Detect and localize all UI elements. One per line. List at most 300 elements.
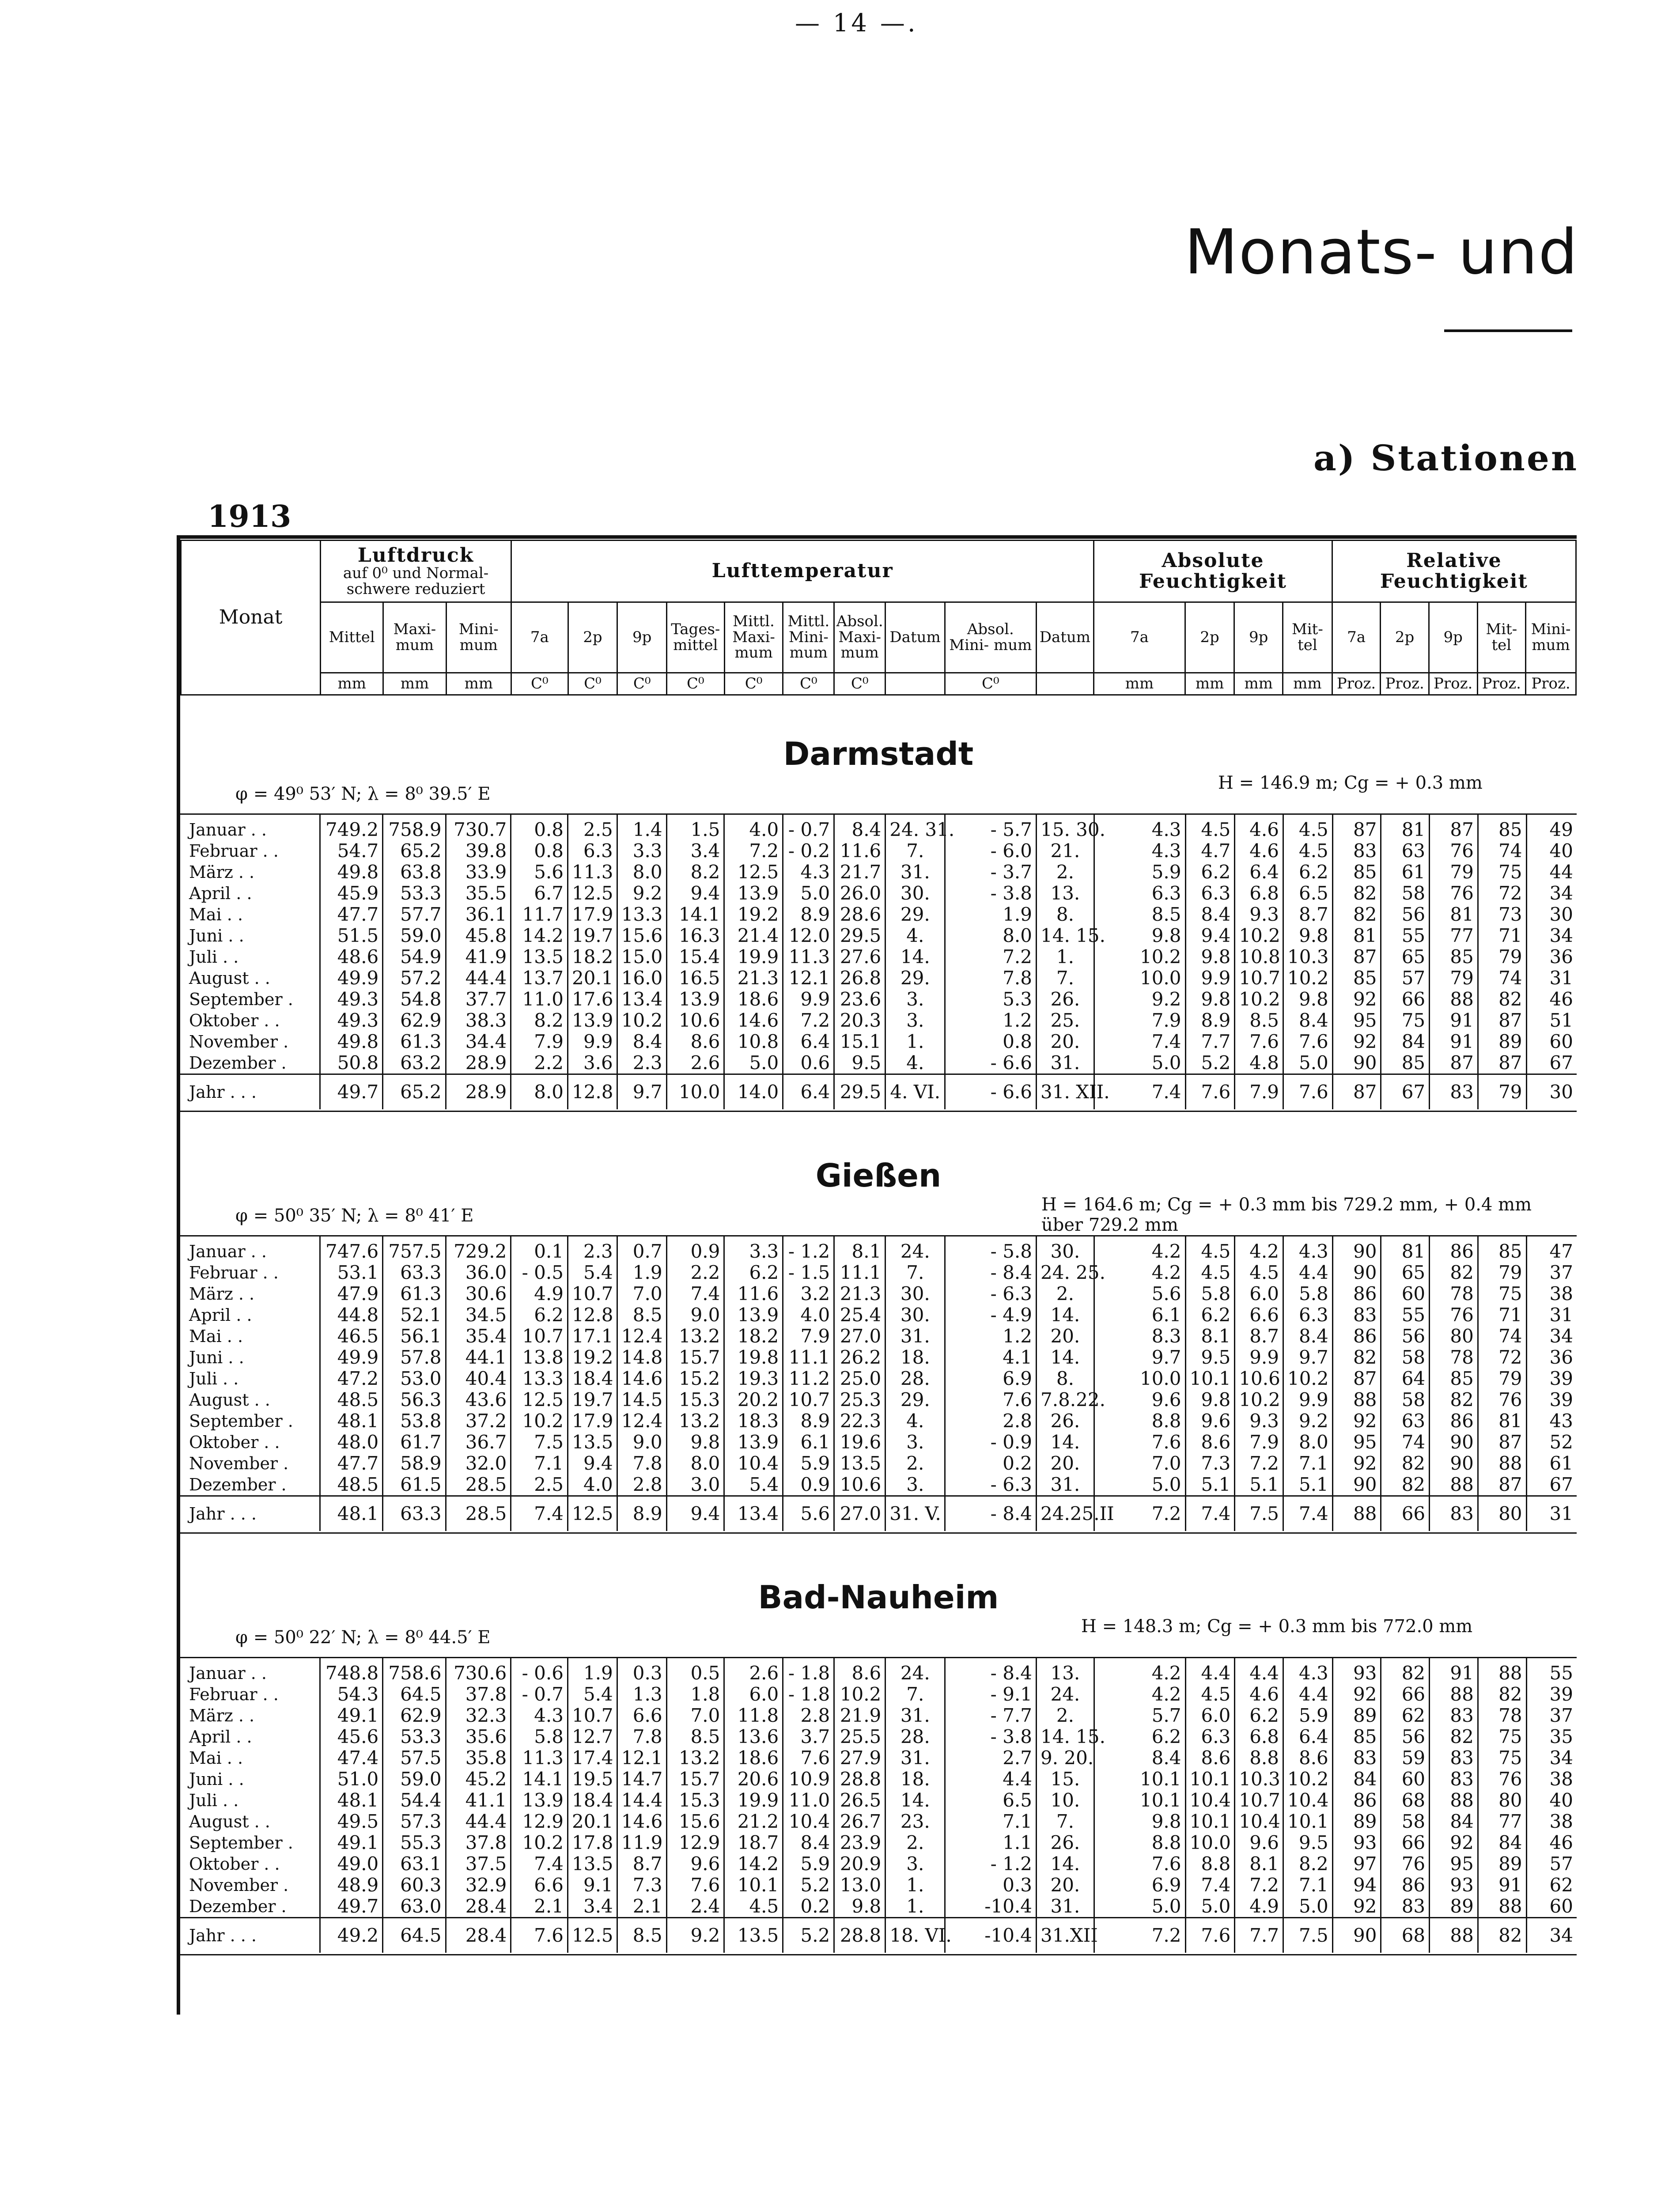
table-cell: 53.8 — [383, 1410, 446, 1432]
table-cell: 9.9 — [1235, 1347, 1283, 1368]
table-cell: 13.3 — [511, 1368, 568, 1389]
table-cell: 92 — [1332, 1453, 1381, 1474]
table-cell: 10.2 — [1094, 946, 1185, 968]
table-cell: 13.9 — [724, 883, 783, 904]
table-cell: 3.4 — [568, 1896, 617, 1918]
table-cell: 14.5 — [617, 1389, 666, 1410]
table-cell: 88 — [1430, 1918, 1478, 1953]
unit-cell: mm — [1234, 673, 1283, 695]
table-cell: 18.3 — [724, 1410, 783, 1432]
table-cell: 1. — [885, 1031, 945, 1052]
table-cell: 9.6 — [1235, 1832, 1283, 1853]
unit-cell: mm — [1185, 673, 1234, 695]
table-cell: 83 — [1430, 1074, 1478, 1110]
table-cell: 71 — [1478, 925, 1526, 946]
table-cell: 74 — [1478, 968, 1526, 989]
table-cell: 50.8 — [320, 1052, 382, 1074]
table-cell: 79 — [1478, 1262, 1526, 1283]
table-cell: 30. — [885, 1283, 945, 1304]
table-cell: 11.3 — [568, 862, 617, 883]
table-row — [180, 1262, 1577, 1283]
table-row — [180, 862, 1577, 883]
table-cell: 9.2 — [1094, 989, 1185, 1010]
table-cell: 95 — [1332, 1010, 1381, 1031]
month-label: September . — [189, 1833, 293, 1853]
table-cell: 10.1 — [1185, 1368, 1235, 1389]
table-cell: 5.4 — [724, 1474, 783, 1496]
table-cell: 18. — [885, 1347, 945, 1368]
table-cell: 11.6 — [834, 840, 885, 862]
table-cell: 8.7 — [1283, 904, 1332, 925]
table-cell: 6.3 — [1283, 1304, 1332, 1326]
table-cell: 7.6 — [1185, 1918, 1235, 1953]
table-cell: 6.0 — [1185, 1705, 1235, 1726]
table-cell: 8.6 — [1283, 1747, 1332, 1769]
table-cell: 7.2 — [1094, 1918, 1185, 1953]
table-cell: 7.4 — [1185, 1875, 1235, 1896]
table-cell: 15.7 — [666, 1347, 724, 1368]
table-cell: - 6.3 — [945, 1283, 1037, 1304]
table-cell: 45.9 — [320, 883, 382, 904]
table-cell: 8.4 — [1283, 1010, 1332, 1031]
table-cell: 30. — [885, 1304, 945, 1326]
table-cell: 7.2 — [1235, 1453, 1283, 1474]
table-cell: 26. — [1037, 989, 1094, 1010]
table-cell: 31.XII — [1037, 1918, 1094, 1953]
table-cell: 9.8 — [1094, 925, 1185, 946]
table-cell: 11.3 — [511, 1747, 568, 1769]
table-cell: 3.6 — [568, 1052, 617, 1074]
table-cell: 9.4 — [666, 883, 724, 904]
table-cell: 6.4 — [1283, 1726, 1332, 1747]
table-cell: 7.8 — [617, 1726, 666, 1747]
table-cell: 28.9 — [446, 1074, 511, 1110]
table-cell: 23. — [885, 1811, 945, 1832]
table-cell: 13.9 — [511, 1790, 568, 1811]
table-cell: 8. — [1037, 1368, 1094, 1389]
table-cell: 14. 15. — [1037, 925, 1094, 946]
table-cell: 85 — [1332, 968, 1381, 989]
table-cell: 10.7 — [568, 1705, 617, 1726]
table-cell: 10.9 — [783, 1769, 834, 1790]
table-cell: 15. — [1037, 1769, 1094, 1790]
table-cell: 84 — [1381, 1031, 1430, 1052]
table-row — [180, 989, 1577, 1010]
table-left-rule — [177, 535, 180, 2015]
table-cell: 85 — [1381, 1052, 1430, 1074]
column-header: Mittel — [321, 602, 383, 673]
table-cell: 8.9 — [783, 904, 834, 925]
station-data-table — [180, 1658, 1577, 1953]
table-cell: 0.9 — [783, 1474, 834, 1496]
table-cell: 4.3 — [783, 862, 834, 883]
table-cell: 61.5 — [383, 1474, 446, 1496]
table-cell: 85 — [1478, 815, 1526, 840]
table-cell: 4.3 — [511, 1705, 568, 1726]
table-cell: 10.2 — [511, 1410, 568, 1432]
table-cell: 2.8 — [945, 1410, 1037, 1432]
table-cell: 56 — [1381, 1726, 1430, 1747]
table-cell: 78 — [1478, 1705, 1526, 1726]
table-cell: 10.2 — [834, 1684, 885, 1705]
table-cell: 54.9 — [383, 946, 446, 968]
table-cell: 44.4 — [446, 968, 511, 989]
table-cell: 6.0 — [1235, 1283, 1283, 1304]
table-cell: 13.8 — [511, 1347, 568, 1368]
table-cell: 22.3 — [834, 1410, 885, 1432]
table-cell: 1.9 — [945, 904, 1037, 925]
table-row — [180, 946, 1577, 968]
table-row — [180, 1052, 1577, 1074]
table-cell: 10.2 — [1235, 1389, 1283, 1410]
table-cell: 53.3 — [383, 883, 446, 904]
table-cell: 7. — [885, 1262, 945, 1283]
month-label: Januar . . — [189, 1664, 267, 1683]
table-cell: 61.7 — [383, 1432, 446, 1453]
table-cell: 24. 25. — [1037, 1262, 1094, 1283]
table-cell: 5.0 — [724, 1052, 783, 1074]
table-cell: 31. — [885, 1747, 945, 1769]
table-cell: 7. — [1037, 968, 1094, 989]
table-cell: 10. — [1037, 1790, 1094, 1811]
table-cell: 3.0 — [666, 1474, 724, 1496]
table-cell: 14. — [885, 946, 945, 968]
unit-cell: C⁰ — [617, 673, 667, 695]
table-cell: 2.4 — [666, 1896, 724, 1918]
month-label: November . — [189, 1875, 289, 1895]
table-cell: 7.6 — [1283, 1031, 1332, 1052]
table-cell: 13.9 — [724, 1432, 783, 1453]
table-row — [180, 1474, 1577, 1496]
table-cell: 63.2 — [383, 1052, 446, 1074]
table-cell: 65.2 — [383, 1074, 446, 1110]
table-cell: 49.3 — [320, 989, 382, 1010]
table-cell: 6.3 — [1185, 883, 1235, 904]
table-cell: 8.6 — [666, 1031, 724, 1052]
table-cell: 7. — [885, 840, 945, 862]
table-cell: 9.8 — [1185, 989, 1235, 1010]
table-top-rule — [179, 535, 1577, 539]
table-cell: 9.8 — [1283, 925, 1332, 946]
table-cell: 2.3 — [568, 1236, 617, 1262]
table-cell: 8.1 — [1185, 1326, 1235, 1347]
table-cell: 0.8 — [511, 815, 568, 840]
table-row — [180, 1705, 1577, 1726]
table-cell: - 0.5 — [511, 1262, 568, 1283]
table-cell: 4. — [885, 925, 945, 946]
table-cell: 85 — [1332, 862, 1381, 883]
table-cell: 61 — [1526, 1453, 1577, 1474]
table-cell: 82 — [1332, 883, 1381, 904]
table-cell: 49.1 — [320, 1832, 382, 1853]
table-cell: 4.4 — [1283, 1262, 1332, 1283]
table-cell: 11.9 — [617, 1832, 666, 1853]
table-cell: 10.4 — [1283, 1790, 1332, 1811]
table-cell: 60 — [1381, 1769, 1430, 1790]
table-cell: 7.6 — [1185, 1074, 1235, 1110]
table-cell: 9.8 — [1185, 946, 1235, 968]
table-cell: 8.4 — [1094, 1747, 1185, 1769]
table-cell: 95 — [1430, 1853, 1478, 1875]
table-cell: 39 — [1526, 1368, 1577, 1389]
table-cell: 7.4 — [511, 1853, 568, 1875]
column-header: Absol. Mini- mum — [945, 602, 1037, 673]
table-cell: 90 — [1332, 1918, 1381, 1953]
table-cell: 9. 20. — [1037, 1747, 1094, 1769]
table-row — [180, 1875, 1577, 1896]
table-cell: 87 — [1430, 1052, 1478, 1074]
table-cell: 34.4 — [446, 1031, 511, 1052]
table-cell: 83 — [1332, 840, 1381, 862]
table-cell: 2.1 — [617, 1896, 666, 1918]
table-cell: 57.8 — [383, 1347, 446, 1368]
table-cell: 5.7 — [1094, 1705, 1185, 1726]
table-cell: 37 — [1526, 1262, 1577, 1283]
table-cell: 6.4 — [783, 1074, 834, 1110]
table-cell: 0.7 — [617, 1236, 666, 1262]
table-cell: 28.8 — [834, 1918, 885, 1953]
table-cell: 13.9 — [724, 1304, 783, 1326]
table-cell: 13.5 — [568, 1853, 617, 1875]
table-cell: 19.6 — [834, 1432, 885, 1453]
table-cell: 75 — [1381, 1010, 1430, 1031]
table-cell: 62 — [1381, 1705, 1430, 1726]
unit-cell: C⁰ — [834, 673, 885, 695]
table-cell: 6.1 — [1094, 1304, 1185, 1326]
table-cell: 7.9 — [511, 1031, 568, 1052]
table-cell: 55 — [1526, 1658, 1577, 1684]
table-cell: 20.9 — [834, 1853, 885, 1875]
table-cell: - 0.9 — [945, 1432, 1037, 1453]
table-cell: 44 — [1526, 862, 1577, 883]
table-cell: 5.4 — [568, 1684, 617, 1705]
table-cell: 68 — [1381, 1790, 1430, 1811]
table-cell: 10.4 — [1185, 1790, 1235, 1811]
table-cell: 8.2 — [511, 1010, 568, 1031]
table-cell: 82 — [1381, 1453, 1430, 1474]
table-cell: 3.3 — [724, 1236, 783, 1262]
table-cell: 4.2 — [1235, 1236, 1283, 1262]
table-cell: 1.1 — [945, 1832, 1037, 1853]
table-cell: 3. — [885, 1010, 945, 1031]
month-label: Juni . . — [189, 926, 244, 945]
table-cell: 7.1 — [1283, 1875, 1332, 1896]
table-cell: - 6.3 — [945, 1474, 1037, 1496]
table-cell: 13.5 — [568, 1432, 617, 1453]
table-cell: 8.0 — [945, 925, 1037, 946]
unit-cell: Proz. — [1381, 673, 1429, 695]
column-header: Mittl. Maxi- mum — [724, 602, 783, 673]
table-cell: 49.8 — [320, 862, 382, 883]
table-cell: 84 — [1332, 1769, 1381, 1790]
table-cell: 9.5 — [1283, 1832, 1332, 1853]
month-label: Juni . . — [189, 1348, 244, 1367]
unit-cell: C⁰ — [511, 673, 568, 695]
column-header: Datum — [885, 602, 945, 673]
table-cell: 49.9 — [320, 1347, 382, 1368]
table-cell: 12.9 — [666, 1832, 724, 1853]
table-cell: 14.6 — [724, 1010, 783, 1031]
table-cell: - 1.8 — [783, 1658, 834, 1684]
table-cell: 12.5 — [568, 1918, 617, 1953]
table-cell: 5.8 — [1283, 1283, 1332, 1304]
table-cell: 60 — [1526, 1896, 1577, 1918]
table-cell: 1. — [885, 1875, 945, 1896]
table-cell: 14.8 — [617, 1347, 666, 1368]
table-cell: 4.3 — [1094, 815, 1185, 840]
table-cell: 35.8 — [446, 1747, 511, 1769]
table-cell: 6.6 — [511, 1875, 568, 1896]
table-cell: 35.4 — [446, 1326, 511, 1347]
month-label: April . . — [189, 884, 252, 903]
table-cell: 90 — [1430, 1453, 1478, 1474]
table-cell: 15.6 — [666, 1811, 724, 1832]
table-cell: 6.4 — [1235, 862, 1283, 883]
month-label: Mai . . — [189, 1327, 243, 1346]
table-cell: 10.0 — [666, 1074, 724, 1110]
table-cell: 20. — [1037, 1326, 1094, 1347]
table-cell: 92 — [1332, 1896, 1381, 1918]
unit-cell: mm — [446, 673, 511, 695]
table-cell: 8.7 — [617, 1853, 666, 1875]
table-row — [180, 1304, 1577, 1326]
table-cell: 8.6 — [1185, 1747, 1235, 1769]
table-cell: 4.0 — [724, 815, 783, 840]
column-header: Mit- tel — [1477, 602, 1526, 673]
table-cell: 93 — [1332, 1832, 1381, 1853]
column-header: Mit- tel — [1283, 602, 1332, 673]
table-cell: 35.5 — [446, 883, 511, 904]
table-cell: 3.3 — [617, 840, 666, 862]
table-cell: 60.3 — [383, 1875, 446, 1896]
table-cell: 9.3 — [1235, 1410, 1283, 1432]
table-cell: 28.4 — [446, 1896, 511, 1918]
table-cell: 75 — [1478, 862, 1526, 883]
month-label: Januar . . — [189, 820, 267, 839]
table-cell: 7.5 — [1283, 1918, 1332, 1953]
table-cell: 27.9 — [834, 1747, 885, 1769]
table-cell: 75 — [1478, 1726, 1526, 1747]
table-cell: 54.7 — [320, 840, 382, 862]
table-cell: 0.1 — [511, 1236, 568, 1262]
table-cell: 48.6 — [320, 946, 382, 968]
table-cell: 5.0 — [1094, 1052, 1185, 1074]
header-luftdruck — [321, 541, 511, 602]
table-cell: 91 — [1430, 1010, 1478, 1031]
table-cell: 84 — [1430, 1811, 1478, 1832]
column-header: 9p — [1429, 602, 1477, 673]
table-cell: 44.8 — [320, 1304, 382, 1326]
table-cell: 9.9 — [1283, 1389, 1332, 1410]
table-cell: 29.5 — [834, 1074, 885, 1110]
table-cell: 14.7 — [617, 1769, 666, 1790]
table-row — [180, 1010, 1577, 1031]
table-cell: 13. — [1037, 883, 1094, 904]
table-cell: 90 — [1332, 1262, 1381, 1283]
table-cell: 58 — [1381, 1389, 1430, 1410]
table-cell: 65.2 — [383, 840, 446, 862]
table-cell: 25.3 — [834, 1389, 885, 1410]
table-cell: 61.3 — [383, 1031, 446, 1052]
table-cell: 91 — [1430, 1031, 1478, 1052]
table-cell: 8.7 — [1235, 1326, 1283, 1347]
table-cell: 7.1 — [1283, 1453, 1332, 1474]
unit-cell: mm — [1094, 673, 1185, 695]
table-cell: 26.7 — [834, 1811, 885, 1832]
table-cell: 82 — [1381, 1474, 1430, 1496]
station-coordinates: φ = 49⁰ 53′ N; λ = 8⁰ 39.5′ E — [235, 784, 491, 804]
table-cell: 4.0 — [568, 1474, 617, 1496]
table-cell: 34 — [1526, 883, 1577, 904]
table-cell: 65 — [1381, 1262, 1430, 1283]
table-cell: 82 — [1430, 1262, 1478, 1283]
table-cell: 53.3 — [383, 1726, 446, 1747]
table-cell: 48.0 — [320, 1432, 382, 1453]
table-cell: 7.8.22. — [1037, 1389, 1094, 1410]
table-cell: 79 — [1478, 946, 1526, 968]
table-cell: 34 — [1526, 1747, 1577, 1769]
unit-cell: mm — [321, 673, 383, 695]
table-cell: 31. V. — [885, 1496, 945, 1531]
table-cell: 4.3 — [1283, 1236, 1332, 1262]
table-cell: 749.2 — [320, 815, 382, 840]
table-cell: 87 — [1478, 1052, 1526, 1074]
table-cell: 81 — [1478, 1410, 1526, 1432]
table-cell: 10.1 — [1094, 1769, 1185, 1790]
table-cell: 7.9 — [1235, 1074, 1283, 1110]
table-cell: 57.3 — [383, 1811, 446, 1832]
table-cell: 4.5 — [1185, 1262, 1235, 1283]
table-row — [180, 1747, 1577, 1769]
table-cell: 4.5 — [1235, 1262, 1283, 1283]
table-cell: 5.1 — [1235, 1474, 1283, 1496]
table-cell: 13.4 — [617, 989, 666, 1010]
table-cell: 49.0 — [320, 1853, 382, 1875]
table-cell: 2.7 — [945, 1747, 1037, 1769]
table-cell: 18.4 — [568, 1368, 617, 1389]
table-cell: - 3.8 — [945, 883, 1037, 904]
table-cell: 9.2 — [617, 883, 666, 904]
table-cell: 4.1 — [945, 1347, 1037, 1368]
table-cell: 18. VI. — [885, 1918, 945, 1953]
month-label: März . . — [189, 862, 255, 882]
table-cell: 747.6 — [320, 1236, 382, 1262]
table-cell: 97 — [1332, 1853, 1381, 1875]
table-cell: 5.6 — [511, 862, 568, 883]
table-cell: 20.1 — [568, 1811, 617, 1832]
table-cell: 8.0 — [511, 1074, 568, 1110]
table-cell: 11.8 — [724, 1705, 783, 1726]
table-cell: 87 — [1332, 1074, 1381, 1110]
table-cell: 7.9 — [1235, 1432, 1283, 1453]
table-cell: 8.9 — [617, 1496, 666, 1531]
table-cell: 4.8 — [1235, 1052, 1283, 1074]
column-header: Mittl. Mini- mum — [783, 602, 834, 673]
table-cell: 2.5 — [511, 1474, 568, 1496]
table-cell: 90 — [1332, 1236, 1381, 1262]
table-cell: 28. — [885, 1726, 945, 1747]
table-cell: - 6.0 — [945, 840, 1037, 862]
table-cell: 729.2 — [446, 1236, 511, 1262]
month-label: Januar . . — [189, 1242, 267, 1261]
table-cell: 79 — [1430, 862, 1478, 883]
table-cell: 58 — [1381, 883, 1430, 904]
table-cell: 5.9 — [783, 1453, 834, 1474]
table-cell: 83 — [1381, 1896, 1430, 1918]
table-cell: 88 — [1430, 1684, 1478, 1705]
header-relative-feuchtigkeit: Relative Feuchtigkeit — [1332, 541, 1576, 602]
table-cell: 10.2 — [1235, 925, 1283, 946]
